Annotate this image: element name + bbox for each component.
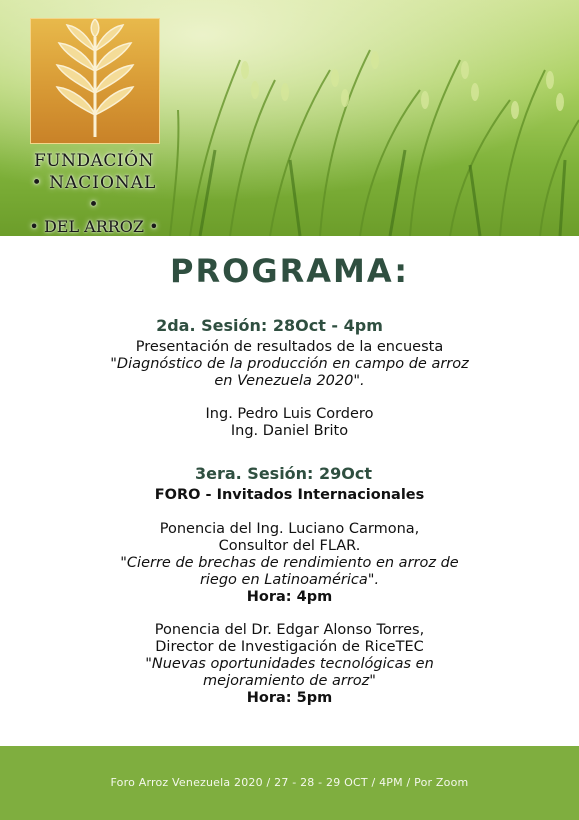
session-3-heading: 3era. Sesión: 29Oct	[194, 464, 373, 483]
rice-plant-icon	[30, 18, 160, 144]
talk-1-quote-line-1: "Cierre de brechas de rendimiento en arroz de	[120, 555, 459, 571]
logo-line-2: • NACIONAL •	[31, 173, 157, 215]
talk-2-quote-line-2: mejoramiento de arroz"	[203, 673, 376, 689]
talk-2-line-2: Director de Investigación de RiceTEC	[155, 639, 424, 655]
talk-1-time: Hora: 4pm	[246, 589, 333, 605]
talk-1-line-2: Consultor del FLAR.	[218, 538, 361, 554]
session-3-block	[0, 464, 579, 707]
session-2-heading: 2da. Sesión: 28Oct - 4pm	[156, 316, 383, 335]
talk-1-line-1: Ponencia del Ing. Luciano Carmona,	[159, 521, 420, 537]
session-2-quote-line-1: "Diagnóstico de la producción en campo de arroz	[110, 356, 469, 372]
footer-bar	[0, 746, 579, 820]
session-2-block	[0, 316, 579, 440]
talk-2-line-1: Ponencia del Dr. Edgar Alonso Torres,	[154, 622, 425, 638]
fundacion-logo	[29, 18, 159, 236]
session-3-subheading: FORO - Invitados Internacionales	[154, 487, 425, 503]
header-rice-field-image	[0, 0, 579, 236]
logo-line-3: • DEL ARROZ •	[29, 217, 159, 236]
talk-2-quote-line-1: "Nuevas oportunidades tecnológicas en	[145, 656, 434, 672]
session-2-speaker-2: Ing. Daniel Brito	[230, 423, 349, 439]
talk-1-quote-line-2: riego en Latinoamérica".	[199, 572, 380, 588]
session-2-quote-line-2: en Venezuela 2020".	[214, 373, 365, 389]
session-2-description: Presentación de resultados de la encuesta	[135, 339, 444, 355]
logo-line-3-text: DEL ARROZ	[43, 217, 145, 236]
talk-2-time: Hora: 5pm	[246, 690, 333, 706]
footer-text: Foro Arroz Venezuela 2020 / 27 - 28 - 29 OCT / 4PM / Por Zoom	[110, 776, 469, 789]
session-2-speaker-1: Ing. Pedro Luis Cordero	[205, 406, 374, 422]
talk-2	[0, 622, 579, 707]
page-title: PROGRAMA:	[170, 252, 409, 290]
talk-1	[0, 521, 579, 606]
logo-line-1: FUNDACIÓN	[34, 151, 154, 171]
logo-wordmark	[26, 150, 162, 236]
logo-line-2-text: NACIONAL	[49, 173, 157, 193]
